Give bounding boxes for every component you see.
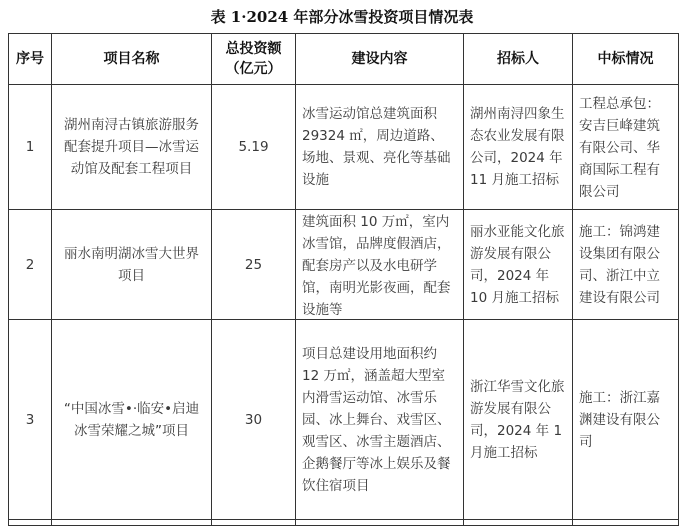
cell-winner-text: 工程总承包：安吉巨峰建筑有限公司、华商国际工程有限公司 [579,96,660,200]
col-header-content: 建设内容 [296,34,464,85]
col-header-tenderer: 招标人 [464,34,573,85]
cell-name: “中国冰雪•·临安•启迪冰雪荣耀之城”项目 [52,320,212,520]
col-header-winner: 中标情况 [573,34,679,85]
cell-winner-text: 施工：浙江嘉渊建设有限公司 [579,389,660,450]
cell-winner [573,210,679,320]
table-title: 表 1·2024 年部分冰雪投资项目情况表 [210,8,474,26]
cell-no: 2 [9,210,52,320]
cell-no: 1 [9,85,52,210]
cell-content-text: 冰雪运动馆总建筑面积 29324 ㎡，周边道路、场地、景观、亮化等基础设施 [302,106,451,188]
cell-no: 3 [9,320,52,520]
cell-amount: 25 [212,210,296,320]
col-header-amount: 总投资额（亿元） [212,34,296,85]
cell-amount: 5.19 [212,85,296,210]
cell-amount: 30 [212,320,296,520]
cell-tenderer [464,320,573,520]
investment-projects-table [8,33,679,526]
table-row [9,85,679,210]
col-header-name: 项目名称 [52,34,212,85]
cell-tenderer-text: 丽水亚能文化旅游发展有限公司，2024 年 10 月施工招标 [470,223,565,306]
cell-content [296,85,464,210]
table-header-row [9,34,679,85]
col-header-no: 序号 [9,34,52,85]
table-row [9,210,679,320]
cell-tenderer [464,85,573,210]
cell-content-text: 项目总建设用地面积约 12 万㎡，涵盖超大型室内滑雪运动馆、冰雪乐园、冰上舞台、戏雪区、观雪区、冰雪主题酒店、企鹅餐厅等冰上娱乐及餐饮住宿项目 [302,345,451,494]
cell-name: 湖州南浔古镇旅游服务配套提升项目—冰雪运动馆及配套工程项目 [52,85,212,210]
cell-winner [573,320,679,520]
cell-content-text: 建筑面积 10 万㎡，室内冰雪馆，品牌度假酒店，配套房产以及水电研学馆，南明光影夜画，配套设施等 [302,213,451,318]
cell-content [296,210,464,320]
cell-content [296,320,464,520]
cell-winner [573,85,679,210]
cell-tenderer-text: 浙江华雪文化旅游发展有限公司，2024 年 1 月施工招标 [470,378,565,461]
table-row [9,320,679,520]
cell-winner-text: 施工：锦鸿建设集团有限公司、浙江中立建设有限公司 [579,223,660,306]
cell-tenderer-text: 湖州南浔四象生态农业发展有限公司，2024 年 11 月施工招标 [470,106,565,188]
cell-name: 丽水南明湖冰雪大世界项目 [52,210,212,320]
cell-tenderer [464,210,573,320]
